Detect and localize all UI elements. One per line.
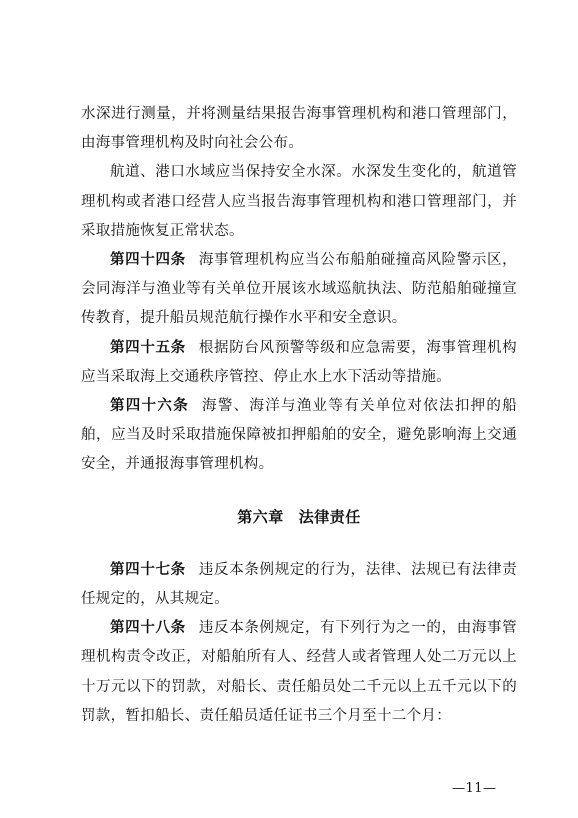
article-number: 第四十七条 xyxy=(110,561,186,578)
paragraph-text: 海警、海洋与渔业等有关单位对依法扣押的船舶，应当及时采取措施保障被扣押船舶的安全，避免影响海上交通安全，并通报海事管理机构。 xyxy=(81,398,518,473)
section-after-chapter xyxy=(81,556,517,731)
paragraph-text: 水深进行测量，并将测量结果报告海事管理机构和港口管理部门，由海事管理机构及时向社会公布。 xyxy=(81,106,517,152)
paragraph xyxy=(81,158,517,246)
paragraph-text: 航道、港口水域应当保持安全水深。水深发生变化的，航道管理机构或者港口经营人应当报告海事管理机构和港口管理部门，并采取措施恢复正常状态。 xyxy=(81,164,517,239)
paragraph-text: 违反本条例规定的行为，法律、法规已有法律责任规定的，从其规定。 xyxy=(81,561,517,608)
article-paragraph xyxy=(81,556,517,614)
article-paragraph xyxy=(81,334,517,392)
chapter-title: 法律责任 xyxy=(298,507,361,526)
article-number: 第四十六条 xyxy=(110,398,189,415)
document-body xyxy=(81,100,517,731)
paragraph-text: 违反本条例规定，有下列行为之一的，由海事管理机构责令改正，对船舶所有人、经营人或者管理人处二万元以上十万元以下的罚款，对船长、责任船员处二千元以上五千元以下的罚款，暂扣船长、责任船员适任证书三个月至十二个月： xyxy=(81,620,517,724)
article-paragraph xyxy=(81,246,517,334)
chapter-number: 第六章 xyxy=(237,507,284,526)
article-number: 第四十八条 xyxy=(110,620,186,637)
article-paragraph xyxy=(81,392,517,480)
chapter-heading xyxy=(81,503,517,532)
article-number: 第四十五条 xyxy=(110,339,186,356)
paragraph xyxy=(81,100,517,158)
paragraph-text: 海事管理机构应当公布船舶碰撞高风险警示区，会同海洋与渔业等有关单位开展该水域巡航执法、防范船舶碰撞宣传教育，提升船员规范航行操作水平和安全意识。 xyxy=(81,252,517,327)
section-before-chapter xyxy=(81,100,517,480)
page-number: —11— xyxy=(452,781,497,796)
article-paragraph xyxy=(81,614,517,731)
article-number: 第四十四条 xyxy=(110,252,186,269)
paragraph-text: 根据防台风预警等级和应急需要，海事管理机构应当采取海上交通秩序管控、停止水上水下活动等措施。 xyxy=(81,339,517,385)
